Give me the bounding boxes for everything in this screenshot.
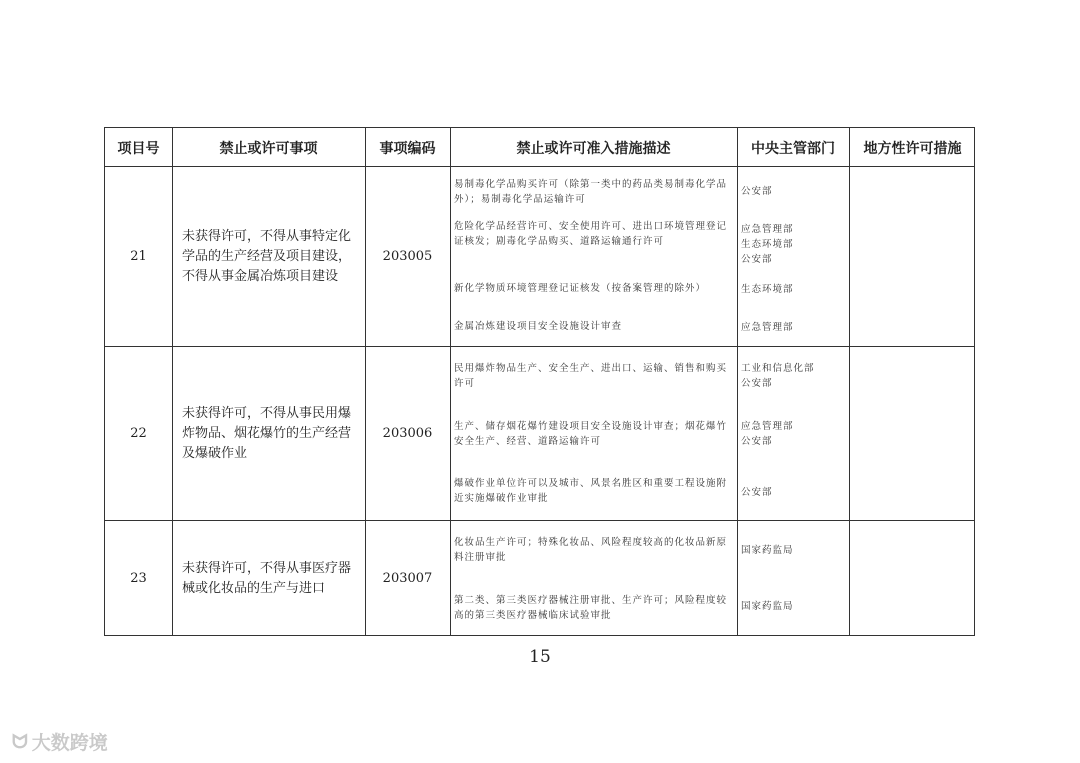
header-local-measures: 地方性许可措施 — [863, 140, 962, 157]
measure: 生产、储存烟花爆竹建设项目安全设施设计审查；烟花爆竹安全生产、经营、道路运输许可 — [454, 421, 728, 447]
row-matter: 未获得许可，不得从事特定化学品的生产经营及项目建设，不得从事金属冶炼项目建设 — [182, 228, 352, 284]
permit-table — [104, 127, 975, 636]
measure: 民用爆炸物品生产、安全生产、进出口、运输、销售和购买许可 — [454, 363, 728, 389]
watermark-text: 大数跨境 — [31, 732, 108, 754]
page-number: 15 — [529, 647, 551, 667]
header-department: 中央主管部门 — [751, 140, 835, 157]
row-code: 203006 — [382, 426, 433, 441]
measure: 第二类、第三类医疗器械注册审批、生产许可；风险程度较高的第三类医疗器械临床试验审批 — [454, 595, 728, 621]
header-matter: 禁止或许可事项 — [219, 140, 318, 157]
row-number: 22 — [130, 426, 147, 441]
header-code: 事项编码 — [379, 140, 436, 157]
department: 应急管理部 生态环境部 公安部 — [741, 224, 794, 265]
row-number: 23 — [130, 571, 147, 586]
header-item-no: 项目号 — [117, 140, 160, 157]
department: 公安部 — [741, 487, 773, 498]
measure: 易制毒化学品购买许可（除第一类中的药品类易制毒化学品外）；易制毒化学品运输许可 — [454, 179, 728, 205]
watermark — [12, 728, 108, 755]
department: 公安部 — [741, 186, 773, 197]
department: 国家药监局 — [741, 601, 794, 612]
department: 国家药监局 — [741, 545, 794, 556]
department: 应急管理部 — [741, 322, 794, 333]
department: 生态环境部 — [741, 284, 794, 295]
measure: 爆破作业单位许可以及城市、风景名胜区和重要工程设施附近实施爆破作业审批 — [454, 478, 728, 504]
measure: 危险化学品经营许可、安全使用许可、进出口环境管理登记证核发；剧毒化学品购买、道路运输通行许可 — [454, 221, 728, 247]
row-code: 203005 — [382, 249, 433, 264]
row-matter: 未获得许可，不得从事医疗器械或化妆品的生产与进口 — [182, 560, 352, 596]
row-code: 203007 — [382, 571, 433, 586]
department: 工业和信息化部 公安部 — [741, 363, 815, 389]
measure: 化妆品生产许可；特殊化妆品、风险程度较高的化妆品新原料注册审批 — [454, 537, 728, 563]
row-matter: 未获得许可，不得从事民用爆炸物品、烟花爆竹的生产经营及爆破作业 — [182, 405, 352, 461]
measure: 金属冶炼建设项目安全设施设计审查 — [454, 321, 623, 332]
watermark-logo-icon: ᗢ — [12, 730, 28, 753]
measure: 新化学物质环境管理登记证核发（按备案管理的除外） — [454, 283, 707, 294]
header-measures: 禁止或许可准入措施描述 — [516, 140, 671, 157]
department: 应急管理部 公安部 — [741, 421, 794, 447]
row-number: 21 — [130, 249, 147, 264]
